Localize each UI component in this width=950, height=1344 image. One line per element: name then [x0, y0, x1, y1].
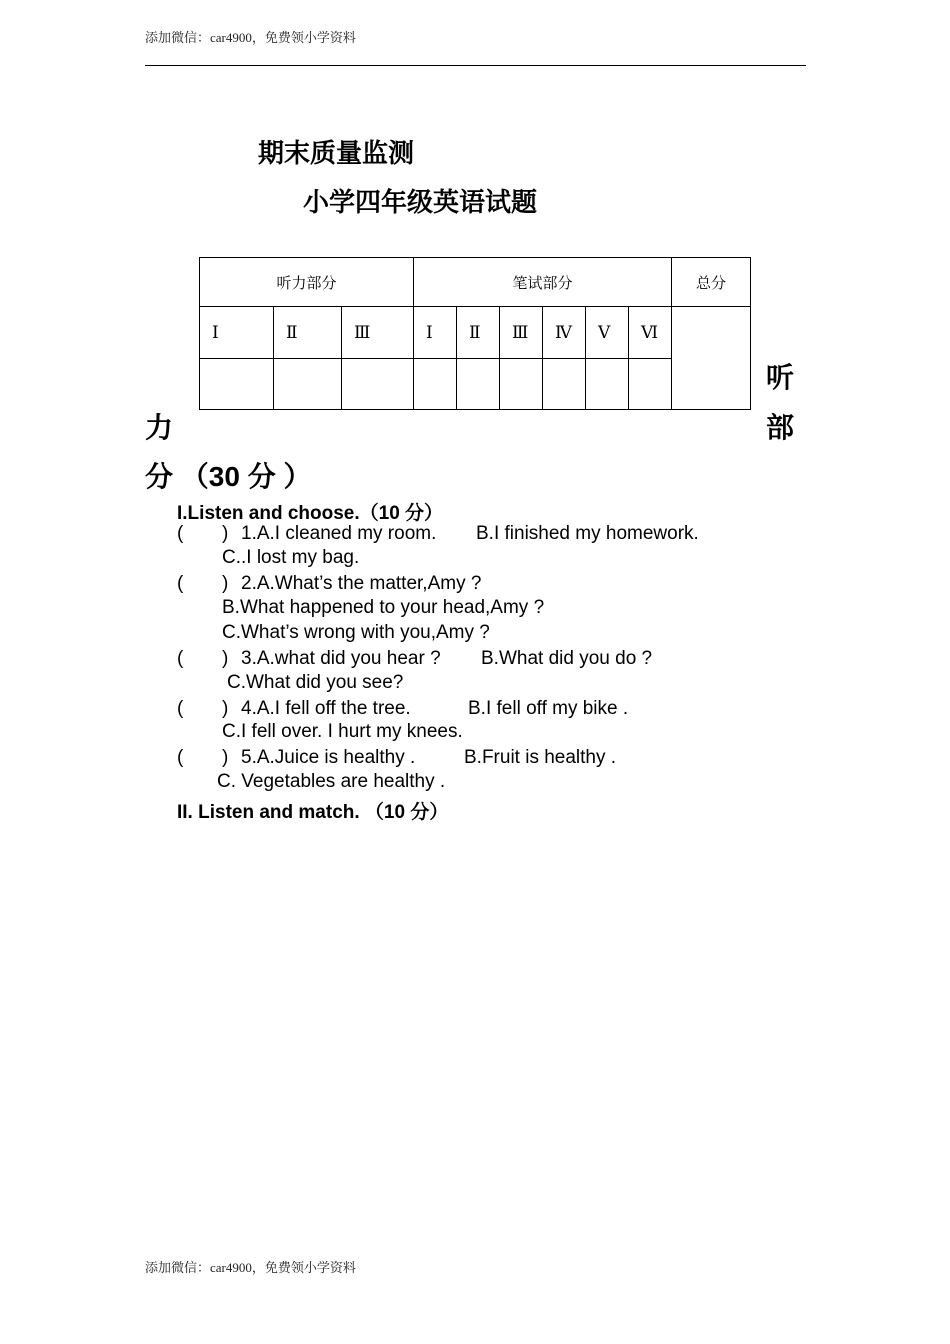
question-option: 1.A.I cleaned my room.: [241, 523, 437, 544]
header-rule: [145, 65, 806, 66]
section1-title: I.Listen and choose.（10 分）: [177, 503, 444, 524]
listening-heading-char: 听: [766, 362, 795, 393]
answer-paren-open: (: [177, 648, 184, 669]
question-option: B.What did you do ?: [481, 648, 653, 669]
score-cell[interactable]: [342, 359, 414, 410]
question-option: C.What’s wrong with you,Amy ?: [222, 622, 490, 643]
question-option: 3.A.what did you hear ?: [241, 648, 441, 669]
score-cell[interactable]: [274, 359, 342, 410]
writing-col-5: Ⅴ: [586, 307, 629, 359]
listening-heading-char: 部: [766, 412, 795, 443]
listening-col-1: Ⅰ: [200, 307, 274, 359]
score-cell[interactable]: [543, 359, 586, 410]
score-cell[interactable]: [500, 359, 543, 410]
writing-col-1: Ⅰ: [414, 307, 457, 359]
question-option: 4.A.I fell off the tree.: [241, 698, 411, 719]
score-cell[interactable]: [586, 359, 629, 410]
score-cell[interactable]: [200, 359, 274, 410]
question-option: B.I fell off my bike .: [468, 698, 629, 719]
exam-subtitle: 小学四年级英语试题: [303, 187, 538, 217]
answer-paren-open: (: [177, 523, 184, 544]
answer-paren-open: (: [177, 698, 184, 719]
question-option: B.Fruit is healthy .: [464, 747, 617, 768]
answer-paren-close: ): [222, 523, 229, 544]
listening-part-header: 听力部分: [200, 258, 414, 307]
answer-paren-open: (: [177, 573, 184, 594]
question-option: C. Vegetables are healthy .: [217, 771, 446, 792]
writing-col-6: Ⅵ: [629, 307, 672, 359]
answer-paren-open: (: [177, 747, 184, 768]
footer-note: 添加微信：car4900，免费领小学资料: [145, 1260, 356, 1275]
question-option: B.I finished my homework.: [476, 523, 699, 544]
question-option: C.What did you see?: [227, 672, 404, 693]
header-note: 添加微信：car4900，免费领小学资料: [145, 30, 356, 45]
answer-paren-close: ): [222, 573, 229, 594]
answer-paren-close: ): [222, 648, 229, 669]
answer-paren-close: ): [222, 698, 229, 719]
question-option: 5.A.Juice is healthy .: [241, 747, 416, 768]
listening-heading-score: 分 （30 分 ）: [145, 461, 312, 492]
question-option: 2.A.What’s the matter,Amy ?: [241, 573, 482, 594]
listening-col-2: Ⅱ: [274, 307, 342, 359]
section2-title: II. Listen and match. （10 分）: [177, 802, 449, 823]
exam-title: 期末质量监测: [258, 138, 415, 168]
answer-paren-close: ): [222, 747, 229, 768]
question-option: B.What happened to your head,Amy ?: [222, 597, 545, 618]
question-option: C.I fell over. I hurt my knees.: [222, 721, 463, 742]
score-cell[interactable]: [457, 359, 500, 410]
writing-col-3: Ⅲ: [500, 307, 543, 359]
total-score-header: 总分: [672, 258, 751, 307]
writing-col-4: Ⅳ: [543, 307, 586, 359]
score-table: [199, 257, 751, 410]
writing-part-header: 笔试部分: [414, 258, 672, 307]
listening-col-3: Ⅲ: [342, 307, 414, 359]
listening-heading-char: 力: [145, 412, 174, 443]
score-cell[interactable]: [629, 359, 672, 410]
total-score-cell[interactable]: [672, 307, 751, 410]
writing-col-2: Ⅱ: [457, 307, 500, 359]
score-cell[interactable]: [414, 359, 457, 410]
question-option: C..I lost my bag.: [222, 547, 360, 568]
